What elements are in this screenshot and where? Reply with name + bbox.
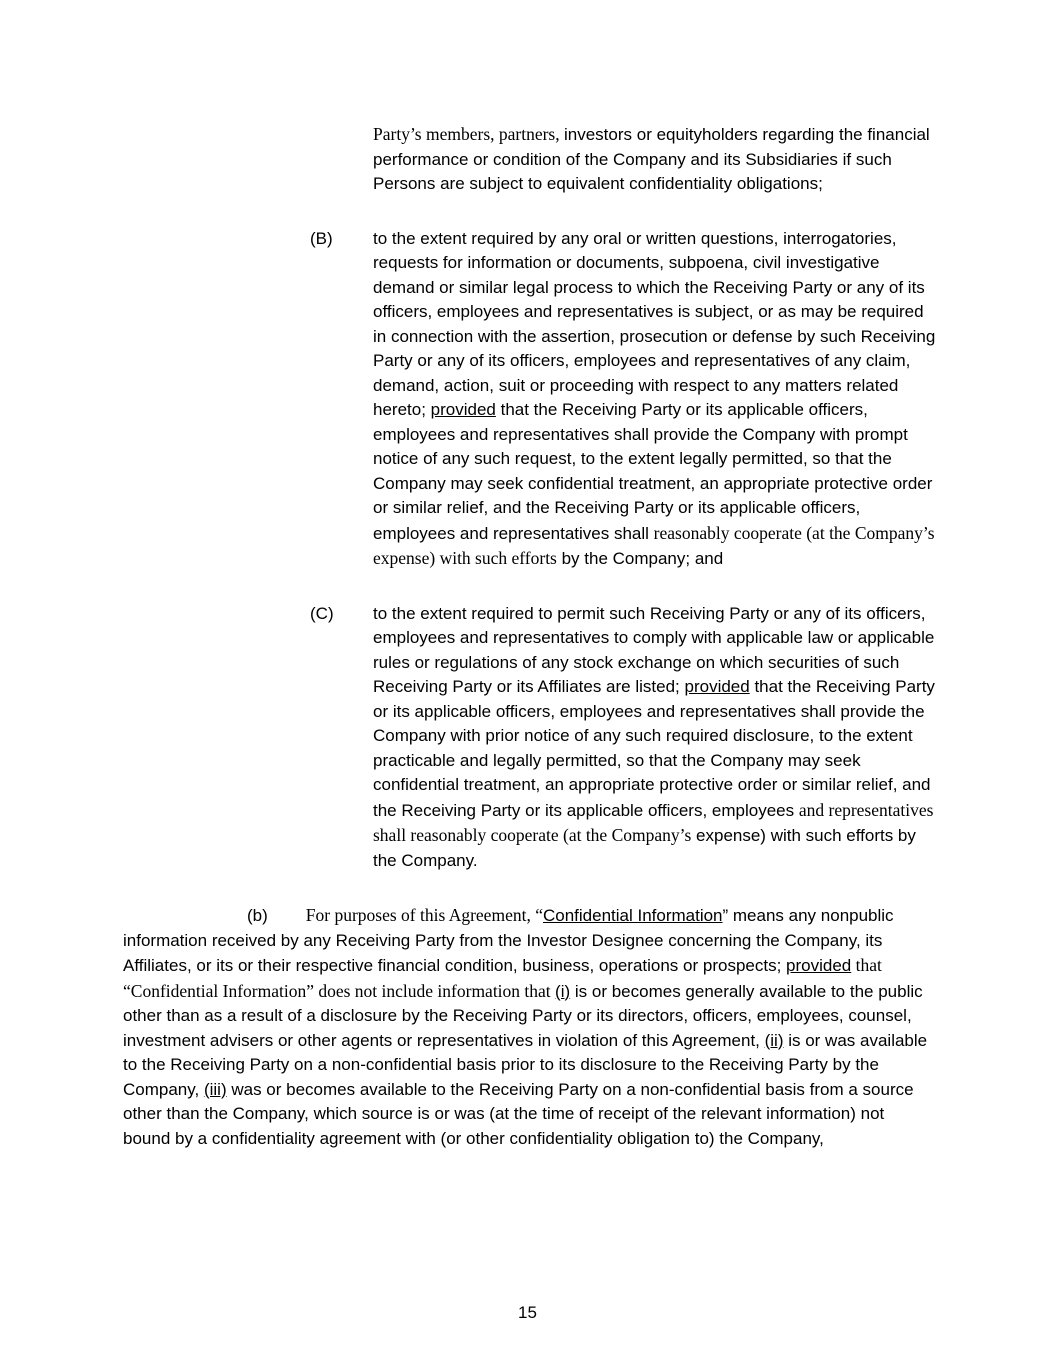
continuation-paragraph-text: Party’s members, partners, investors or equityholders regarding the financial performance or condition of the Company and its Subsidiaries if such Persons are subject to equivalent confidentiality obligations;: [373, 124, 930, 193]
clause-c-text: to the extent required to permit such Receiving Party or any of its officers, employees and representatives to comply with applicable law or applicable rules or regulations of any stock exchange on which securities of such Receiving Party or its Affiliates are listed; provided that the Receiving Party or its applicable officers, employees and representatives shall provide the Company with prior notice of any such required disclosure, to the extent practicable and legally permitted, so that the Company may seek confidential treatment, an appropriate protective order or similar relief, and the Receiving Party or its applicable officers, employees and representatives shall reasonably cooperate (at the Company’s expense) with such efforts by the Company.: [373, 603, 935, 870]
clause-c: [310, 602, 937, 874]
paragraph-b-label: (b): [247, 906, 268, 925]
clause-b-label: (B): [310, 228, 333, 248]
continuation-paragraph: [373, 122, 938, 197]
paragraph-b-text: For purposes of this Agreement, “Confidential Information” means any nonpublic information received by any Receiving Party from the Investor Designee concerning the Company, its Affiliates, or its or their respective financial condition, business, operations or prospects; provided that “Confidential Information” does not include information that (i) is or becomes generally available to the public other than as a result of a disclosure by the Receiving Party or its directors, officers, employees, counsel, investment advisers or other agents or representatives in violation of this Agreement, (ii) is or was available to the Receiving Party on a non-confidential basis prior to its disclosure to the Receiving Party by the Company, (iii) was or becomes available to the Receiving Party on a non-confidential basis from a source other than the Company, which source is or was (at the time of receipt of the relevant information) not bound by a confidentiality agreement with (or other confidentiality obligation to) the Company,: [123, 905, 928, 1148]
clause-b-text: to the extent required by any oral or written questions, interrogatories, requests for information or documents, subpoena, civil investigative demand or similar legal process to which the Receiving Party or any of its officers, employees and representatives is subject, or as may be required in connection with the assertion, prosecution or defense by such Receiving Party or any of its officers, employees and representatives of any claim, demand, action, suit or proceeding with respect to any matters related hereto; provided that the Receiving Party or its applicable officers, employees and representatives shall provide the Company with prompt notice of any such request, to the extent legally permitted, so that the Company may seek confidential treatment, an appropriate protective order or similar relief, and the Receiving Party or its applicable officers, employees and representatives shall reasonably cooperate (at the Company’s expense) with such efforts by the Company; and: [373, 228, 936, 568]
page-number: 15: [518, 1303, 537, 1322]
clause-b: [310, 227, 937, 572]
paragraph-b: [123, 903, 935, 1151]
clause-c-label: (C): [310, 603, 334, 623]
